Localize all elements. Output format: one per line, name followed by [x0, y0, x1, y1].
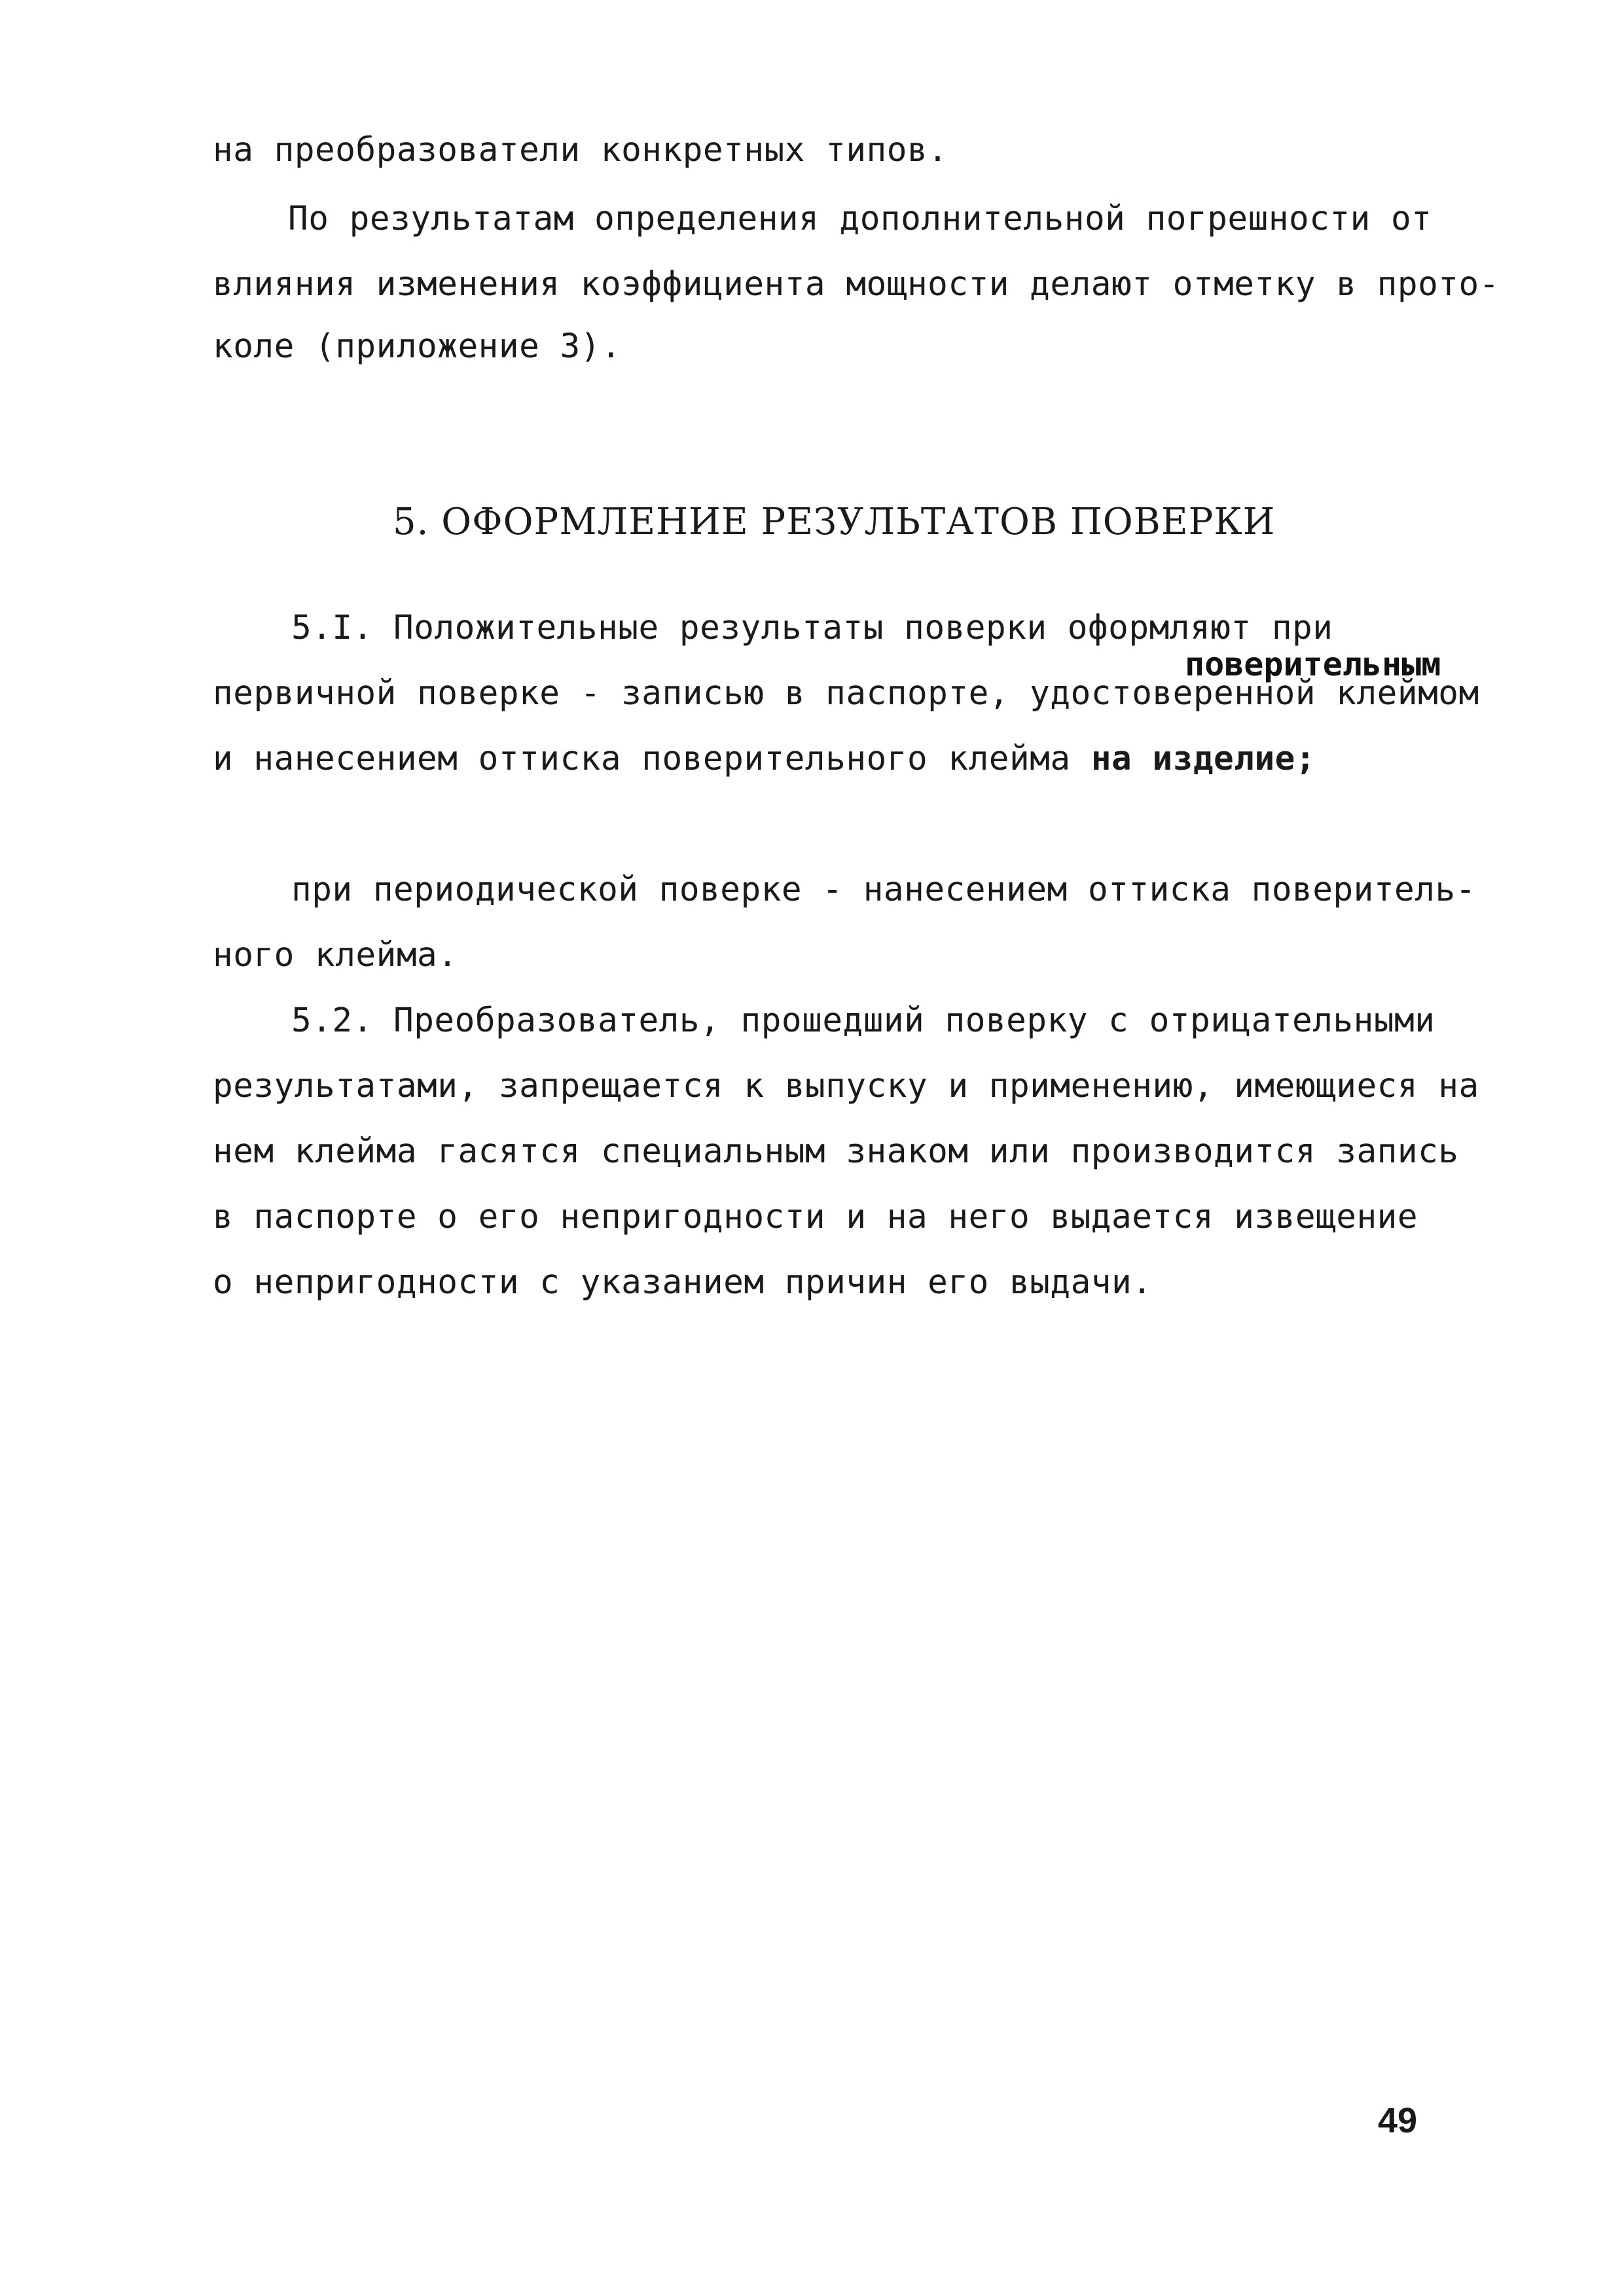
inserted-text: на изделие; [1091, 740, 1316, 778]
paragraph-line: в паспорте о его непригодности и на него выдается извещение [213, 1198, 1418, 1236]
paragraph-line: По результатам определения дополнительной погрешности от [288, 200, 1432, 238]
paragraph-line: при периодической поверке - нанесением оттиска поверитель- [291, 870, 1476, 909]
paragraph-line: 5.2. Преобразователь, прошедший поверку с отрицательными [291, 1001, 1435, 1040]
paragraph-line: 5.I. Положительные результаты поверки оформляют при [291, 609, 1333, 647]
paragraph-line: влияния изменения коэффициента мощности делают отметку в прото- [213, 265, 1500, 304]
paragraph-text: и нанесением оттиска поверительного клейма [213, 740, 1091, 778]
paragraph-line: нем клейма гасятся специальным знаком или производится запись [213, 1132, 1459, 1171]
paragraph-line: о непригодности с указанием причин его выдачи. [213, 1263, 1153, 1302]
paragraph-line: первичной поверке - записью в паспорте, удостоверенной клеймом [213, 674, 1479, 713]
paragraph-line [213, 740, 1316, 779]
paragraph-line: коле (приложение 3). [213, 327, 622, 366]
paragraph-line: результатами, запрещается к выпуску и применению, имеющиеся на [213, 1067, 1479, 1105]
page-number: 49 [1378, 2101, 1418, 2140]
paragraph-line: на преобразователи конкретных типов. [213, 131, 948, 170]
inserted-word: поверительным [1185, 645, 1441, 683]
section-heading: 5. ОФОРМЛЕНИЕ РЕЗУЛЬТАТОВ ПОВЕРКИ [393, 501, 1276, 543]
paragraph-line: ного клейма. [213, 936, 458, 975]
